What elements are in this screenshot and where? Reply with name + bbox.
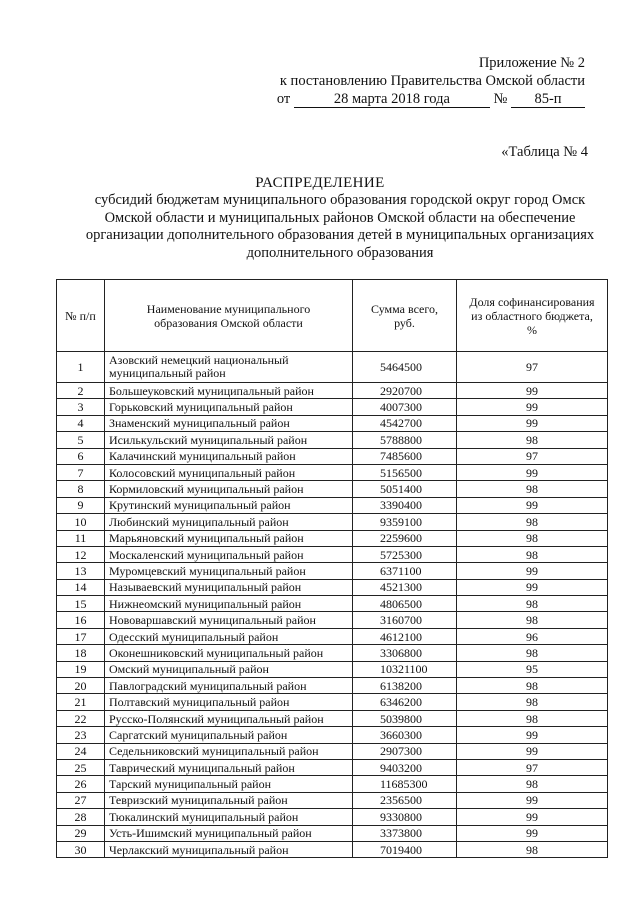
table-row: [57, 383, 608, 399]
row-municipality-name: Знаменский муниципальный район: [105, 415, 353, 431]
row-municipality-name: Любинский муниципальный район: [105, 514, 353, 530]
col-sum-header: Сумма всего, руб.: [353, 280, 457, 352]
row-municipality-name: Оконешниковский муниципальный район: [105, 645, 353, 661]
row-number: 16: [57, 612, 105, 628]
table-row: [57, 530, 608, 546]
row-share-percent: 99: [457, 383, 608, 399]
row-number: 4: [57, 415, 105, 431]
table-row: [57, 579, 608, 595]
resolution-date: 28 марта 2018 года: [294, 92, 490, 108]
row-sum: 5788800: [353, 432, 457, 448]
row-sum: 2907300: [353, 743, 457, 759]
table-row: [57, 563, 608, 579]
appendix-label: Приложение № 2: [478, 55, 585, 71]
row-share-percent: 98: [457, 678, 608, 694]
row-share-percent: 99: [457, 579, 608, 595]
row-share-percent: 97: [457, 352, 608, 383]
row-sum: 3160700: [353, 612, 457, 628]
row-number: 24: [57, 743, 105, 759]
row-number: 19: [57, 661, 105, 677]
row-sum: 9403200: [353, 759, 457, 775]
table-row: [57, 546, 608, 562]
row-share-percent: 99: [457, 415, 608, 431]
row-sum: 2356500: [353, 792, 457, 808]
row-share-percent: 97: [457, 759, 608, 775]
table-label: «Таблица № 4: [501, 144, 588, 160]
table-row: [57, 481, 608, 497]
row-municipality-name: Тюкалинский муниципальный район: [105, 809, 353, 825]
table-row: [57, 809, 608, 825]
row-municipality-name: Усть-Ишимский муниципальный район: [105, 825, 353, 841]
table-row: [57, 678, 608, 694]
row-municipality-name: Нововаршавский муниципальный район: [105, 612, 353, 628]
col-name-header: Наименование муниципального образования Омской области: [105, 280, 353, 352]
table-row: [57, 661, 608, 677]
row-share-percent: 99: [457, 399, 608, 415]
table-row: [57, 841, 608, 857]
row-share-percent: 98: [457, 710, 608, 726]
row-municipality-name: Седельниковский муниципальный район: [105, 743, 353, 759]
row-municipality-name: Горьковский муниципальный район: [105, 399, 353, 415]
row-number: 21: [57, 694, 105, 710]
row-sum: 10321100: [353, 661, 457, 677]
row-number: 9: [57, 497, 105, 513]
row-sum: 9359100: [353, 514, 457, 530]
row-number: 22: [57, 710, 105, 726]
table-row: [57, 727, 608, 743]
table-row: [57, 628, 608, 644]
row-municipality-name: Нижнеомский муниципальный район: [105, 596, 353, 612]
row-municipality-name: Марьяновский муниципальный район: [105, 530, 353, 546]
row-number: 17: [57, 628, 105, 644]
row-sum: 4612100: [353, 628, 457, 644]
table-row: [57, 514, 608, 530]
row-municipality-name: Павлоградский муниципальный район: [105, 678, 353, 694]
row-number: 12: [57, 546, 105, 562]
row-sum: 7019400: [353, 841, 457, 857]
row-municipality-name: Тарский муниципальный район: [105, 776, 353, 792]
row-number: 20: [57, 678, 105, 694]
row-number: 25: [57, 759, 105, 775]
row-municipality-name: Большеуковский муниципальный район: [105, 383, 353, 399]
row-sum: 3306800: [353, 645, 457, 661]
table-row: [57, 399, 608, 415]
row-share-percent: 98: [457, 514, 608, 530]
table-row: [57, 432, 608, 448]
row-municipality-name: Тевризский муниципальный район: [105, 792, 353, 808]
row-sum: 5039800: [353, 710, 457, 726]
table-row: [57, 710, 608, 726]
row-share-percent: 98: [457, 776, 608, 792]
row-municipality-name: Колосовский муниципальный район: [105, 464, 353, 480]
table-row: [57, 352, 608, 383]
row-municipality-name: Саргатский муниципальный район: [105, 727, 353, 743]
row-share-percent: 98: [457, 841, 608, 857]
row-share-percent: 98: [457, 612, 608, 628]
row-sum: 3390400: [353, 497, 457, 513]
row-municipality-name: Таврический муниципальный район: [105, 759, 353, 775]
row-share-percent: 99: [457, 792, 608, 808]
table-row: [57, 792, 608, 808]
col-num-header: № п/п: [57, 280, 105, 352]
row-share-percent: 99: [457, 497, 608, 513]
row-sum: 11685300: [353, 776, 457, 792]
row-sum: 4806500: [353, 596, 457, 612]
row-municipality-name: Черлакский муниципальный район: [105, 841, 353, 857]
table-row: [57, 448, 608, 464]
row-number: 2: [57, 383, 105, 399]
row-number: 14: [57, 579, 105, 595]
row-number: 28: [57, 809, 105, 825]
row-municipality-name: Муромцевский муниципальный район: [105, 563, 353, 579]
row-share-percent: 98: [457, 645, 608, 661]
table-row: [57, 694, 608, 710]
row-municipality-name: Исилькульский муниципальный район: [105, 432, 353, 448]
row-share-percent: 99: [457, 743, 608, 759]
row-number: 8: [57, 481, 105, 497]
row-number: 30: [57, 841, 105, 857]
row-sum: 6371100: [353, 563, 457, 579]
page-title: РАСПРЕДЕЛЕНИЕ: [255, 175, 385, 191]
row-sum: 4007300: [353, 399, 457, 415]
resolution-number: 85-п: [511, 92, 585, 108]
row-number: 29: [57, 825, 105, 841]
row-share-percent: 98: [457, 694, 608, 710]
row-municipality-name: Называевский муниципальный район: [105, 579, 353, 595]
resolution-date-line: [277, 90, 585, 108]
row-sum: 2920700: [353, 383, 457, 399]
row-number: 13: [57, 563, 105, 579]
row-municipality-name: Омский муниципальный район: [105, 661, 353, 677]
row-number: 3: [57, 399, 105, 415]
row-sum: 2259600: [353, 530, 457, 546]
row-sum: 5156500: [353, 464, 457, 480]
row-number: 15: [57, 596, 105, 612]
row-municipality-name: Кормиловский муниципальный район: [105, 481, 353, 497]
row-share-percent: 95: [457, 661, 608, 677]
row-number: 18: [57, 645, 105, 661]
row-sum: 6346200: [353, 694, 457, 710]
row-municipality-name: Калачинский муниципальный район: [105, 448, 353, 464]
row-share-percent: 98: [457, 432, 608, 448]
row-share-percent: 99: [457, 809, 608, 825]
row-sum: 5051400: [353, 481, 457, 497]
table-row: [57, 645, 608, 661]
page-subtitle: субсидий бюджетам муниципального образования городской округ город Омск Омской области и муниципальных районов Омской области на обеспечение организации дополнительного образования детей в муниципальных организациях дополнительного образования: [85, 192, 595, 261]
table-row: [57, 612, 608, 628]
table-row: [57, 759, 608, 775]
distribution-table: [56, 279, 608, 858]
row-sum: 6138200: [353, 678, 457, 694]
number-sign: №: [493, 91, 508, 107]
row-number: 27: [57, 792, 105, 808]
row-sum: 3373800: [353, 825, 457, 841]
row-sum: 3660300: [353, 727, 457, 743]
col-share-header: Доля софинансирования из областного бюджета, %: [457, 280, 608, 352]
row-sum: 4542700: [353, 415, 457, 431]
row-sum: 7485600: [353, 448, 457, 464]
row-share-percent: 97: [457, 448, 608, 464]
row-municipality-name: Полтавский муниципальный район: [105, 694, 353, 710]
table-row: [57, 415, 608, 431]
row-sum: 9330800: [353, 809, 457, 825]
table-row: [57, 596, 608, 612]
row-share-percent: 98: [457, 530, 608, 546]
row-sum: 4521300: [353, 579, 457, 595]
resolution-label: к постановлению Правительства Омской области: [279, 73, 585, 89]
table-row: [57, 743, 608, 759]
row-sum: 5725300: [353, 546, 457, 562]
row-number: 5: [57, 432, 105, 448]
row-share-percent: 98: [457, 481, 608, 497]
table-row: [57, 464, 608, 480]
date-prefix: от: [276, 91, 291, 107]
row-municipality-name: Одесский муниципальный район: [105, 628, 353, 644]
table-header-row: [57, 280, 608, 352]
row-number: 11: [57, 530, 105, 546]
table-row: [57, 825, 608, 841]
table-row: [57, 497, 608, 513]
row-share-percent: 99: [457, 727, 608, 743]
row-number: 23: [57, 727, 105, 743]
row-share-percent: 96: [457, 628, 608, 644]
row-municipality-name: Азовский немецкий национальный муниципальный район: [105, 352, 353, 383]
row-number: 7: [57, 464, 105, 480]
row-share-percent: 99: [457, 825, 608, 841]
row-number: 10: [57, 514, 105, 530]
row-number: 1: [57, 352, 105, 383]
row-municipality-name: Крутинский муниципальный район: [105, 497, 353, 513]
row-number: 6: [57, 448, 105, 464]
row-share-percent: 98: [457, 596, 608, 612]
row-share-percent: 99: [457, 464, 608, 480]
row-municipality-name: Русско-Полянский муниципальный район: [105, 710, 353, 726]
row-number: 26: [57, 776, 105, 792]
row-share-percent: 98: [457, 546, 608, 562]
table-row: [57, 776, 608, 792]
row-sum: 5464500: [353, 352, 457, 383]
row-municipality-name: Москаленский муниципальный район: [105, 546, 353, 562]
row-share-percent: 99: [457, 563, 608, 579]
